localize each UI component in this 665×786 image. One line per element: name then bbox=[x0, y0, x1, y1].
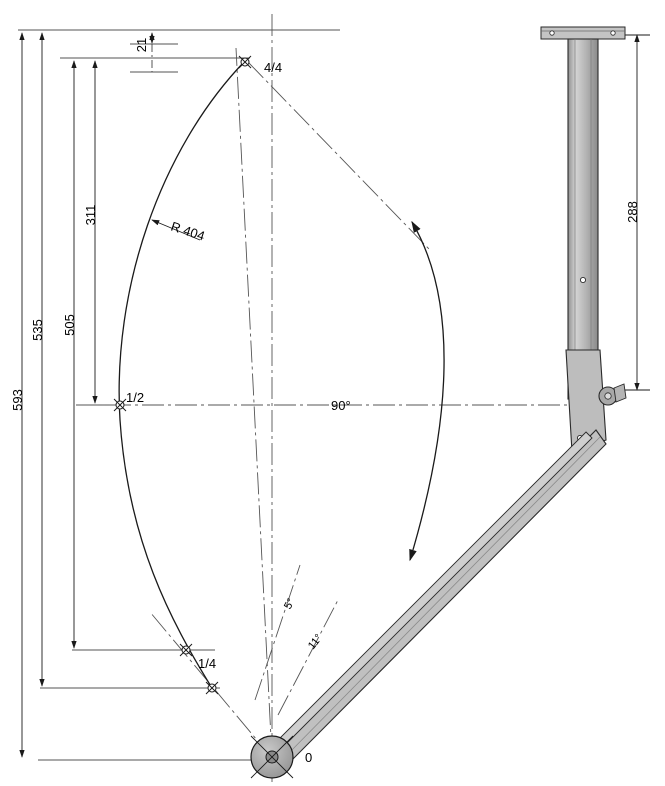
mounting-bracket bbox=[276, 27, 626, 760]
swing-arcs bbox=[119, 62, 444, 688]
marker-lower-extra bbox=[206, 682, 218, 694]
label-pos-4-4: 4/4 bbox=[264, 60, 283, 75]
label-535: 535 bbox=[30, 319, 45, 341]
dimension-extension-lines bbox=[18, 30, 340, 760]
radial-line-upper bbox=[248, 62, 430, 250]
vertical-dimension-lines bbox=[22, 33, 650, 757]
label-radius: R 404 bbox=[169, 218, 207, 244]
label-pos-1-4: 1/4 bbox=[198, 656, 217, 671]
label-311: 311 bbox=[83, 204, 98, 226]
pivot-hub bbox=[251, 736, 293, 778]
marker-1-2 bbox=[114, 399, 126, 411]
label-angle-90: 90° bbox=[331, 398, 351, 413]
radial-line-4-4 bbox=[236, 48, 272, 758]
position-markers bbox=[114, 56, 251, 694]
label-angle-11: 11° bbox=[305, 631, 326, 652]
arc-inner-90 bbox=[410, 222, 444, 560]
angle-line-5 bbox=[255, 565, 300, 700]
label-505: 505 bbox=[62, 314, 77, 336]
arc-outer-R404 bbox=[119, 62, 244, 688]
label-21: 21 bbox=[134, 37, 149, 53]
marker-4-4 bbox=[239, 56, 251, 68]
dimension-labels bbox=[10, 38, 640, 765]
label-pos-1-2: 1/2 bbox=[126, 390, 145, 405]
label-pos-0: 0 bbox=[305, 750, 313, 765]
marker-1-4 bbox=[180, 644, 192, 656]
label-angle-5: 5° bbox=[282, 596, 298, 612]
label-288: 288 bbox=[625, 201, 640, 223]
label-593: 593 bbox=[10, 389, 25, 411]
